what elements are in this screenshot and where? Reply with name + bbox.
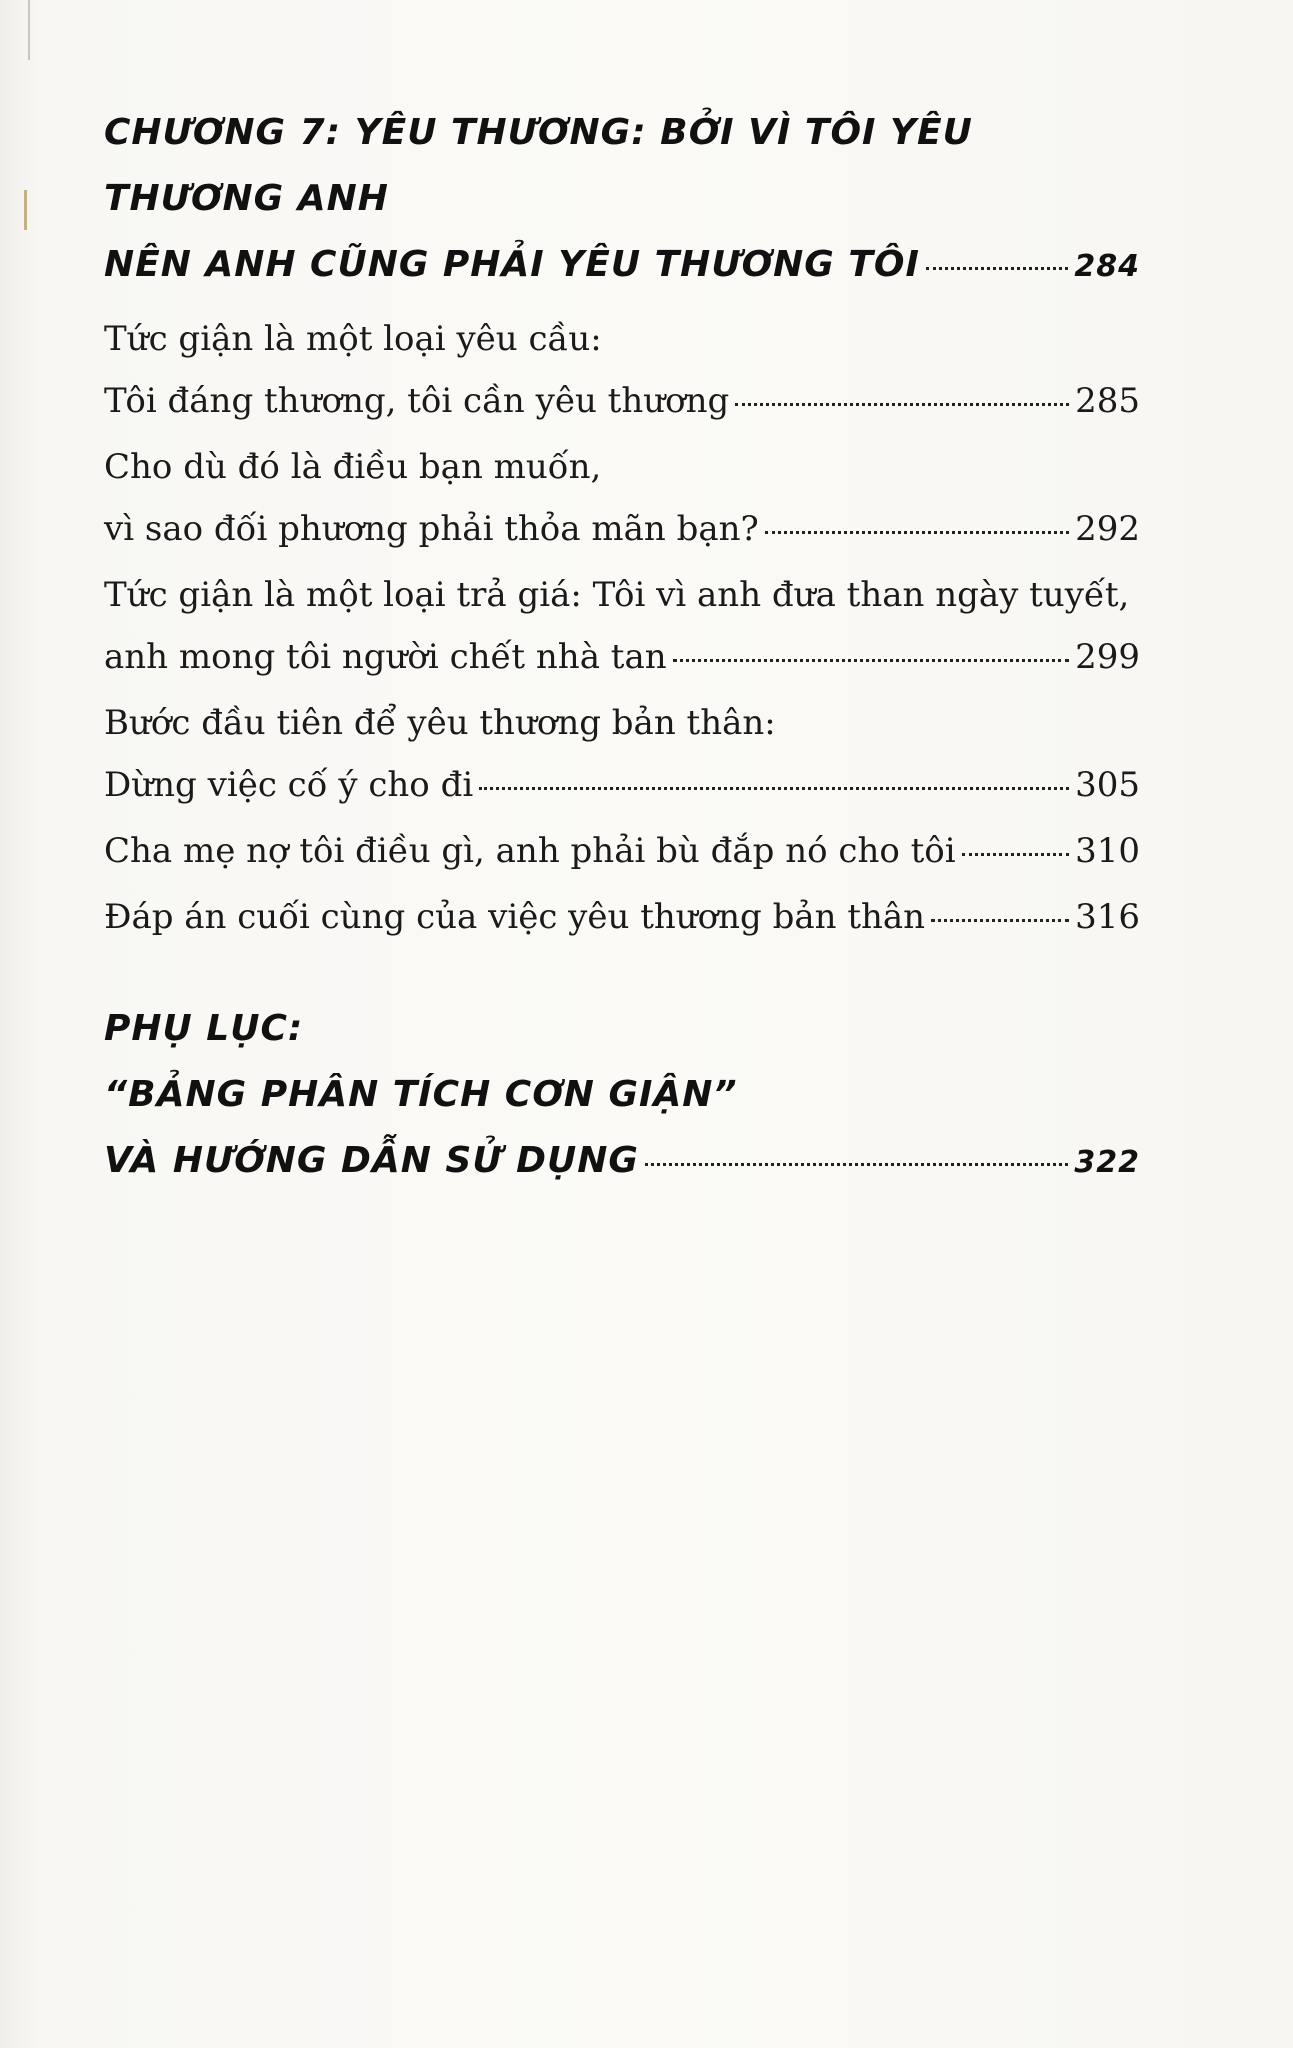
- appendix-page-number: 322: [1074, 1145, 1140, 1180]
- toc-entry-line2: [104, 498, 1140, 560]
- appendix-title-text: VÀ HƯỚNG DẪN SỬ DỤNG: [104, 1140, 639, 1181]
- chapter-7-title-line2: [104, 232, 1140, 300]
- toc-entry: [104, 564, 1140, 688]
- leader-dots: [645, 1163, 1068, 1166]
- chapter-7-title-line1: CHƯƠNG 7: YÊU THƯƠNG: BỞI VÌ TÔI YÊU THƯƠNG ANH: [104, 112, 973, 219]
- toc-entry-line: [104, 886, 1140, 948]
- toc-entry-line1: Cho dù đó là điều bạn muốn,: [104, 447, 602, 487]
- appendix-title-line2: “BẢNG PHÂN TÍCH CƠN GIẬN”: [104, 1074, 738, 1115]
- toc-entry: [104, 692, 1140, 816]
- toc-entry-page-number: 299: [1075, 637, 1140, 677]
- toc-entry-page-number: 316: [1075, 897, 1140, 937]
- appendix-title-line3: [104, 1128, 1140, 1196]
- toc-entry-text: Dừng việc cố ý cho đi: [104, 765, 474, 805]
- toc-entry-line1: Tức giận là một loại trả giá: Tôi vì anh đưa than ngày tuyết,: [104, 575, 1130, 615]
- toc-entry-line1: Bước đầu tiên để yêu thương bản thân:: [104, 703, 776, 743]
- toc-entry-text: vì sao đối phương phải thỏa mãn bạn?: [104, 509, 759, 549]
- toc-entry: [104, 886, 1140, 948]
- toc-entry: [104, 820, 1140, 882]
- leader-dots: [926, 267, 1068, 270]
- leader-dots: [765, 531, 1069, 534]
- leader-dots: [673, 659, 1069, 662]
- toc-entry-page-number: 292: [1075, 509, 1140, 549]
- leader-dots: [931, 919, 1069, 922]
- chapter-7-title-text: NÊN ANH CŨNG PHẢI YÊU THƯƠNG TÔI: [104, 244, 920, 285]
- toc-entry-page-number: 285: [1075, 381, 1140, 421]
- toc-entry: [104, 436, 1140, 560]
- toc-entry-text: Cha mẹ nợ tôi điều gì, anh phải bù đắp nó cho tôi: [104, 831, 956, 871]
- toc-entry-text: Tôi đáng thương, tôi cần yêu thương: [104, 381, 730, 421]
- toc-entry-text: anh mong tôi người chết nhà tan: [104, 637, 667, 677]
- toc-entry-page-number: 305: [1075, 765, 1140, 805]
- toc-entry-line2: [104, 626, 1140, 688]
- toc-entry: [104, 308, 1140, 432]
- page-edge-line: [28, 0, 30, 60]
- toc-entry-line1: Tức giận là một loại yêu cầu:: [104, 319, 602, 359]
- toc-entry-page-number: 310: [1075, 831, 1140, 871]
- toc-entry-line: [104, 820, 1140, 882]
- appendix-title-line1: PHỤ LỤC:: [104, 1008, 304, 1049]
- toc-entry-line2: [104, 754, 1140, 816]
- toc-entry-text: Đáp án cuối cùng của việc yêu thương bản thân: [104, 897, 926, 937]
- leader-dots: [962, 853, 1069, 856]
- appendix-heading: [104, 996, 1140, 1196]
- chapter-7-page-number: 284: [1074, 249, 1140, 284]
- toc-entry-line2: [104, 370, 1140, 432]
- chapter-7-heading: [104, 100, 1140, 300]
- leader-dots: [479, 787, 1069, 790]
- table-of-contents: [104, 100, 1140, 1196]
- leader-dots: [735, 403, 1069, 406]
- gutter-mark: [24, 190, 27, 230]
